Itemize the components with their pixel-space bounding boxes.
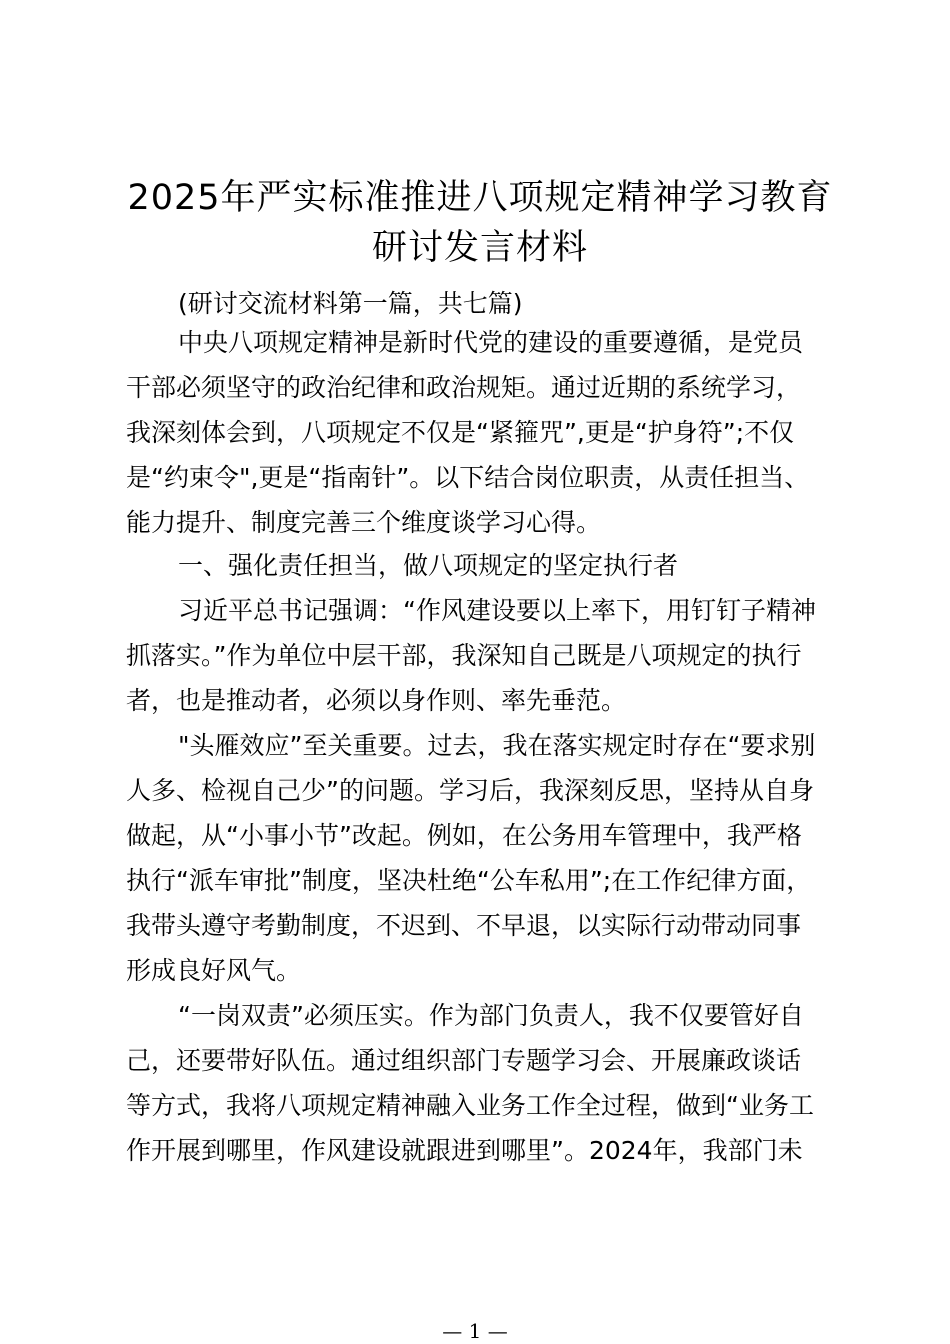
body-line: 执行“派车审批”制度，坚决杜绝“公车私用”;在工作纪律方面， [126, 866, 812, 895]
body-line: 能力提升、制度完善三个维度谈学习心得。 [126, 508, 602, 537]
body-line: 等方式，我将八项规定精神融入业务工作全过程，做到“业务工 [126, 1091, 814, 1120]
body-line: 中央八项规定精神是新时代党的建设的重要遵循，是党员 [178, 328, 804, 357]
section-heading: 一、强化责任担当，做八项规定的坚定执行者 [178, 551, 679, 580]
body-line: 我带头遵守考勤制度，不迟到、不早退，以实际行动带动同事 [126, 911, 802, 940]
body-line: 是“约束令",更是“指南针”。以下结合岗位职责，从责任担当、 [126, 463, 810, 492]
body-line: 人多、检视自己少”的问题。学习后，我深刻反思，坚持从自身 [126, 776, 814, 805]
body-line: 干部必须坚守的政治纪律和政治规矩。通过近期的系统学习， [126, 373, 802, 402]
body-line: “一岗双责”必须压实。作为部门负责人，我不仅要管好自 [178, 1001, 804, 1030]
document-title-line-2: 研讨发言材料 [371, 228, 588, 268]
body-line: 做起，从“小事小节”改起。例如，在公务用车管理中，我严格 [126, 821, 802, 850]
body-line: 我深刻体会到，八项规定不仅是“紧箍咒”,更是“护身符”;不仅 [126, 418, 795, 447]
body-line: "头雁效应”至关重要。过去，我在落实规定时存在“要求别 [178, 731, 816, 760]
document-subtitle: (研讨交流材料第一篇，共七篇) [178, 289, 523, 318]
body-line: 己，还要带好队伍。通过组织部门专题学习会、开展廉政谈话 [126, 1046, 802, 1075]
body-line: 作开展到哪里，作风建设就跟进到哪里”。2024年，我部门未 [126, 1136, 803, 1165]
body-line: 者，也是推动者，必须以身作则、率先垂范。 [126, 686, 627, 715]
page-number: — 1 — [442, 1319, 508, 1343]
body-line: 抓落实。”作为单位中层干部，我深知自己既是八项规定的执行 [126, 641, 802, 670]
body-line: 习近平总书记强调：“作风建设要以上率下，用钉钉子精神 [178, 596, 816, 625]
body-line: 形成良好风气。 [126, 956, 302, 985]
document-title-line-1: 2025年严实标准推进八项规定精神学习教育 [127, 178, 833, 218]
